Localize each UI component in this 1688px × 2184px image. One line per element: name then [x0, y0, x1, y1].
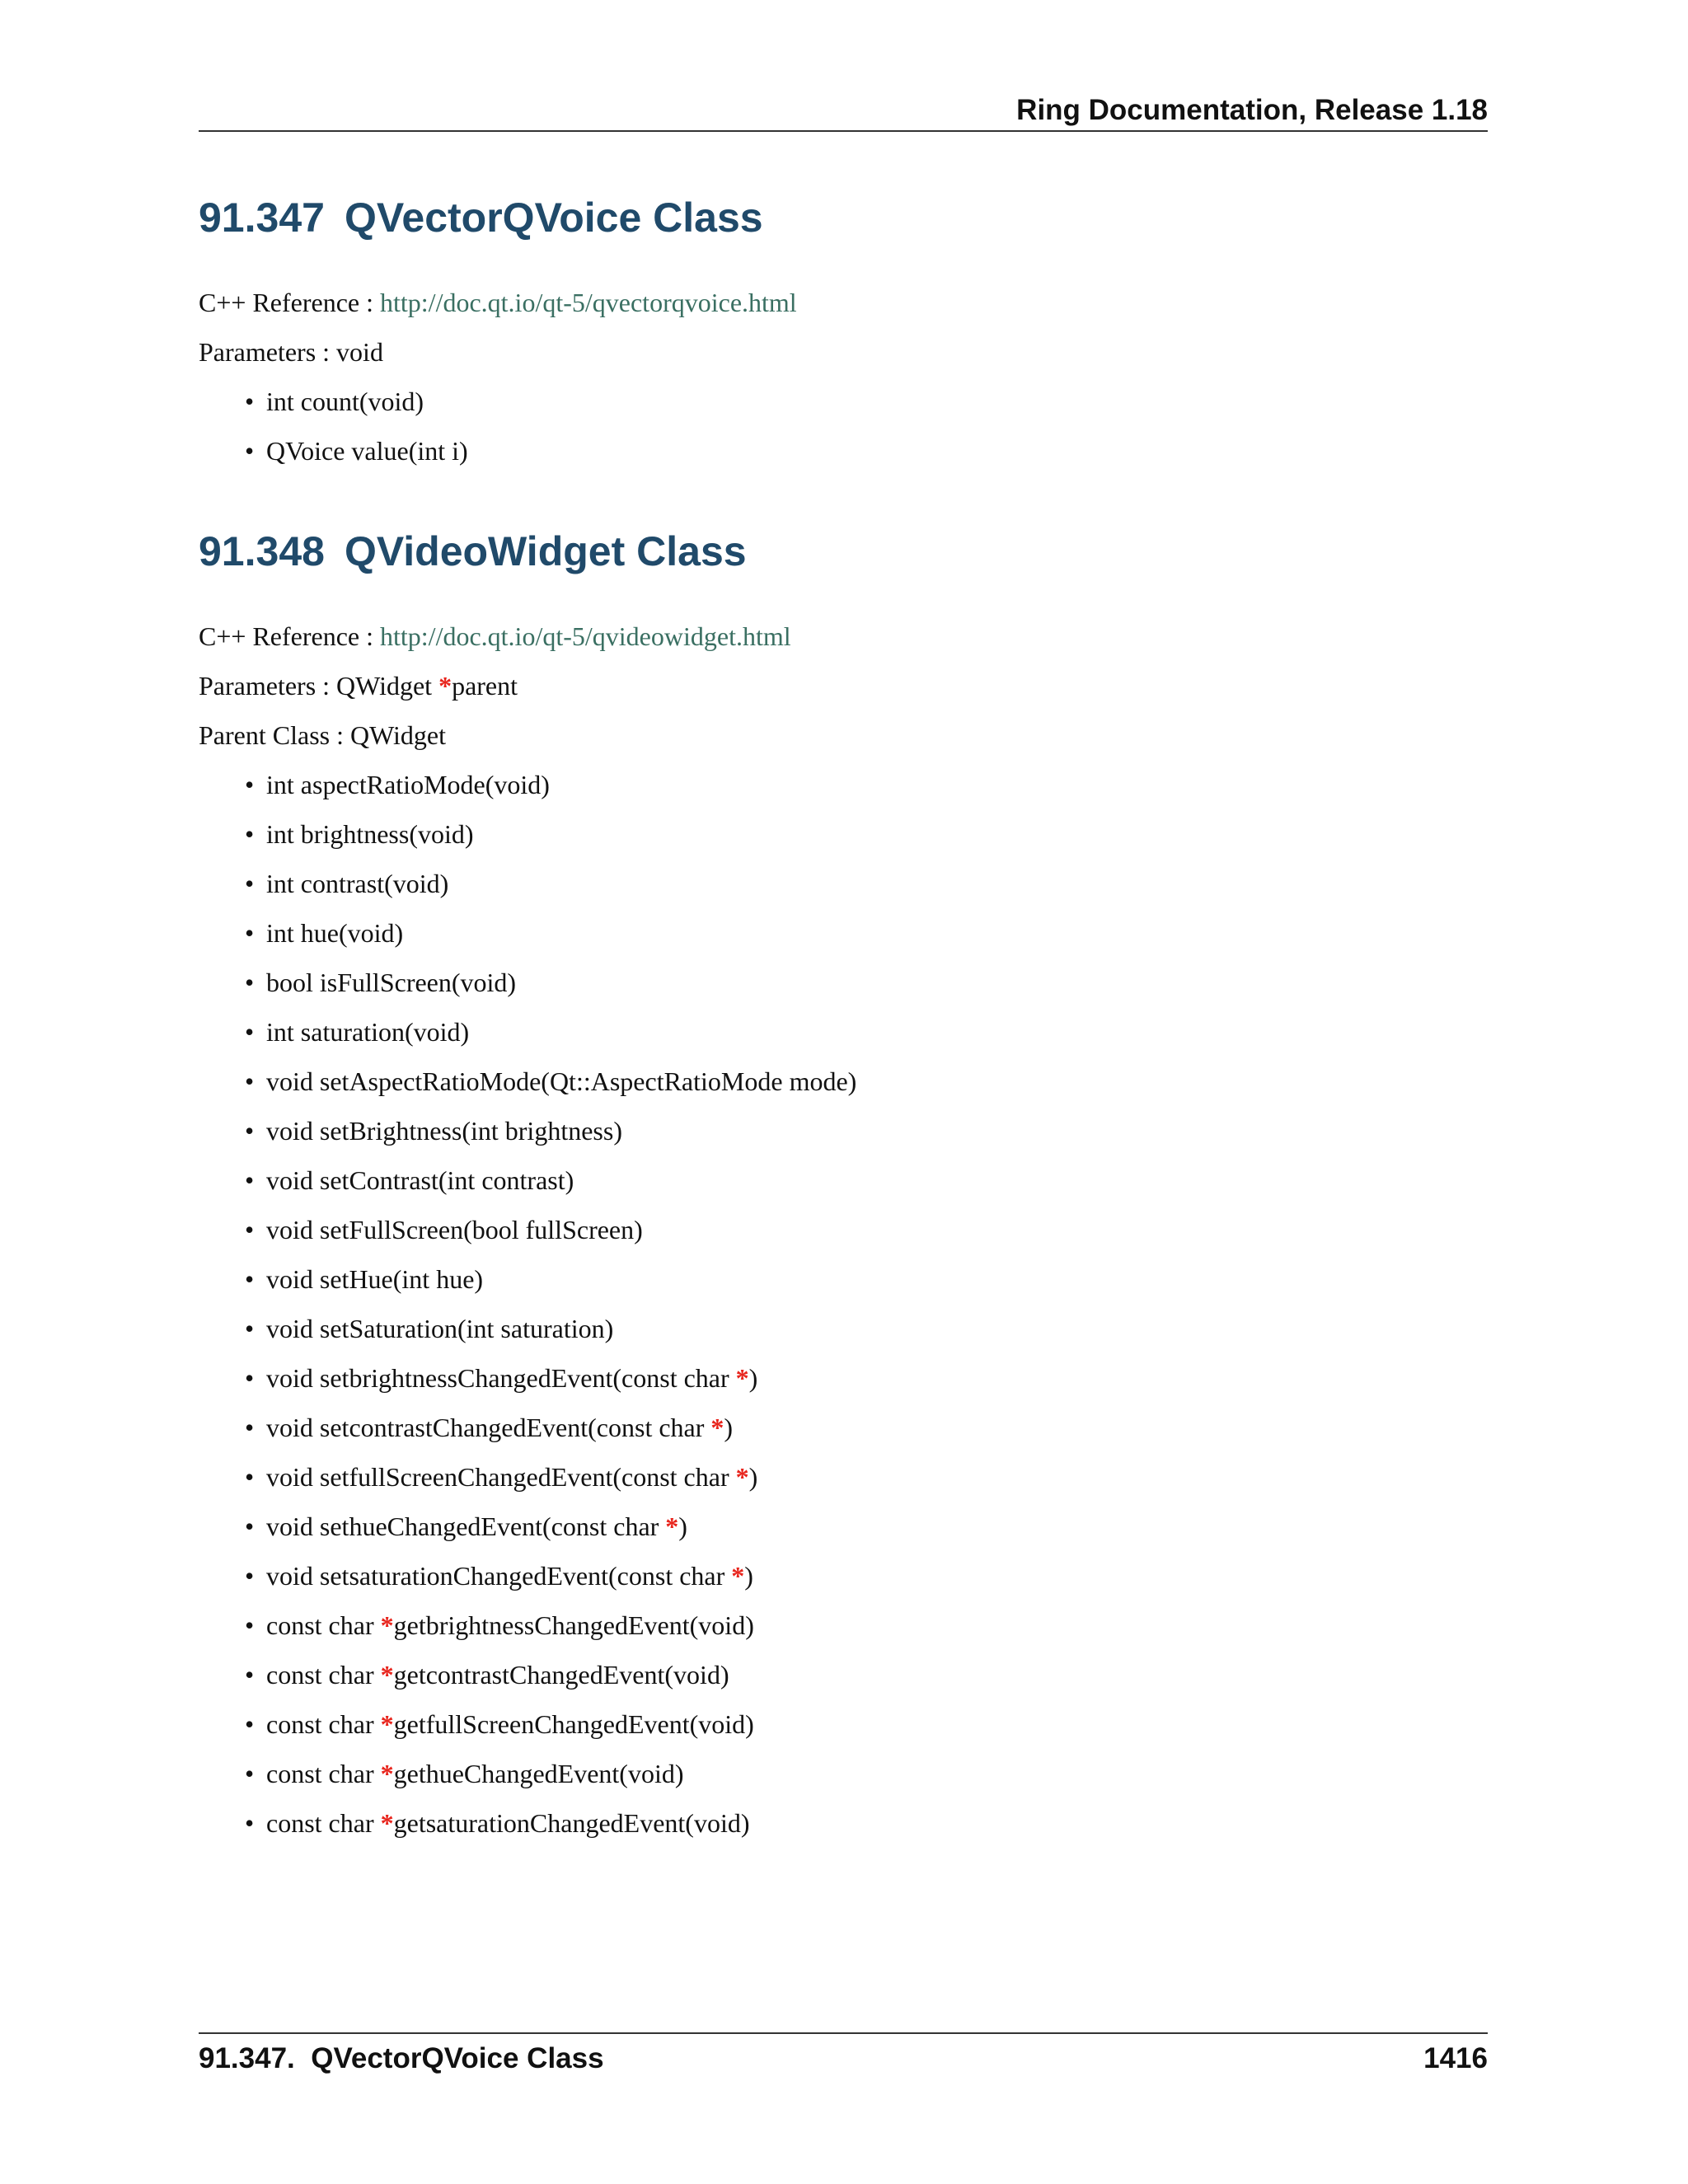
method-signature: QVoice value(int i): [266, 436, 468, 466]
section-heading: QVectorQVoice Class: [344, 194, 763, 241]
method-signature: void setSaturation(int saturation): [266, 1314, 614, 1343]
method-item: [199, 1263, 856, 1312]
bullet-icon: •: [245, 1314, 255, 1343]
bullet-icon: •: [245, 819, 255, 849]
section-heading: QVideoWidget Class: [344, 528, 747, 574]
method-item: [199, 1114, 856, 1164]
asterisk: *: [710, 1413, 724, 1442]
parameters: [199, 669, 518, 702]
method-signature: const char *getsaturationChangedEvent(void): [266, 1808, 750, 1838]
method-item: [199, 1213, 856, 1263]
method-list: [199, 385, 468, 484]
cpp-reference-label: C++ Reference :: [199, 621, 373, 651]
asterisk: *: [380, 1759, 394, 1788]
parent-class: [199, 719, 446, 752]
bullet-icon: •: [245, 1363, 255, 1393]
bullet-icon: •: [245, 1511, 255, 1541]
bullet-icon: •: [245, 1709, 255, 1739]
method-signature: int contrast(void): [266, 869, 449, 898]
method-item: [199, 1361, 856, 1411]
bullet-icon: •: [245, 1215, 255, 1244]
asterisk: *: [380, 1808, 394, 1838]
bullet-icon: •: [245, 1561, 255, 1591]
bullet-icon: •: [245, 968, 255, 997]
asterisk: *: [438, 671, 452, 701]
bullet-icon: •: [245, 869, 255, 898]
method-item: [199, 818, 856, 867]
method-signature: const char *getfullScreenChangedEvent(void): [266, 1709, 754, 1739]
method-item: [199, 1658, 856, 1708]
footer-rule: [199, 2032, 1488, 2034]
bullet-icon: •: [245, 436, 255, 466]
method-signature: const char *gethueChangedEvent(void): [266, 1759, 684, 1788]
parameters-label: Parameters :: [199, 337, 331, 367]
section-qvideowidget: [199, 525, 1488, 578]
asterisk: *: [665, 1511, 679, 1541]
bullet-icon: •: [245, 1808, 255, 1838]
page-number: 1416: [1423, 2042, 1488, 2074]
method-item: [199, 434, 468, 484]
cpp-reference-label: C++ Reference :: [199, 288, 373, 317]
header-rule: [199, 130, 1488, 132]
bullet-icon: •: [245, 1066, 255, 1096]
parameters-value: QWidget *parent: [336, 671, 518, 701]
method-signature: void setAspectRatioMode(Qt::AspectRatioMode mode): [266, 1066, 857, 1096]
bullet-icon: •: [245, 918, 255, 948]
method-item: [199, 768, 856, 818]
asterisk: *: [735, 1363, 749, 1393]
method-item: [199, 1460, 856, 1510]
bullet-icon: •: [245, 1017, 255, 1047]
method-item: [199, 916, 856, 966]
method-signature: void sethueChangedEvent(const char *): [266, 1511, 687, 1541]
asterisk: *: [731, 1561, 745, 1591]
method-item: [199, 1015, 856, 1065]
bullet-icon: •: [245, 1610, 255, 1640]
section-title: [199, 525, 1488, 578]
asterisk: *: [380, 1660, 394, 1690]
method-signature: void setbrightnessChangedEvent(const char *): [266, 1363, 758, 1393]
method-signature: void setContrast(int contrast): [266, 1165, 574, 1195]
parameters-label: Parameters :: [199, 671, 331, 701]
method-item: [199, 1510, 856, 1559]
bullet-icon: •: [245, 1116, 255, 1146]
method-signature: void setFullScreen(bool fullScreen): [266, 1215, 643, 1244]
method-item: [199, 1411, 856, 1460]
method-list: [199, 768, 856, 1856]
method-signature: const char *getbrightnessChangedEvent(void): [266, 1610, 754, 1640]
parameters: [199, 335, 383, 368]
cpp-reference-link[interactable]: http://doc.qt.io/qt-5/qvectorqvoice.html: [380, 288, 797, 317]
parent-class-label: Parent Class :: [199, 720, 344, 750]
parameters-value: void: [336, 337, 383, 367]
bullet-icon: •: [245, 770, 255, 799]
method-signature: void setsaturationChangedEvent(const char *): [266, 1561, 753, 1591]
bullet-icon: •: [245, 387, 255, 416]
document-page: [199, 0, 1488, 2184]
method-item: [199, 1559, 856, 1609]
bullet-icon: •: [245, 1660, 255, 1690]
cpp-reference: [199, 286, 797, 319]
section-qvectorqvoice: [199, 191, 1488, 244]
method-signature: int hue(void): [266, 918, 404, 948]
method-item: [199, 1609, 856, 1658]
section-number: 91.348: [199, 528, 325, 574]
method-signature: int brightness(void): [266, 819, 474, 849]
method-item: [199, 1807, 856, 1856]
method-signature: void setBrightness(int brightness): [266, 1116, 622, 1146]
method-signature: int saturation(void): [266, 1017, 470, 1047]
method-item: [199, 1065, 856, 1114]
method-signature: void setcontrastChangedEvent(const char *): [266, 1413, 734, 1442]
method-signature: int count(void): [266, 387, 424, 416]
asterisk: *: [735, 1462, 749, 1492]
method-signature: int aspectRatioMode(void): [266, 770, 550, 799]
method-item: [199, 867, 856, 916]
method-item: [199, 966, 856, 1015]
bullet-icon: •: [245, 1165, 255, 1195]
asterisk: *: [380, 1610, 394, 1640]
method-signature: const char *getcontrastChangedEvent(void): [266, 1660, 729, 1690]
cpp-reference-link[interactable]: http://doc.qt.io/qt-5/qvideowidget.html: [380, 621, 791, 651]
bullet-icon: •: [245, 1759, 255, 1788]
running-header: Ring Documentation, Release 1.18: [1016, 94, 1488, 126]
section-title: [199, 191, 1488, 244]
bullet-icon: •: [245, 1462, 255, 1492]
method-signature: bool isFullScreen(void): [266, 968, 517, 997]
method-item: [199, 1708, 856, 1757]
method-item: [199, 1164, 856, 1213]
bullet-icon: •: [245, 1264, 255, 1294]
method-signature: void setHue(int hue): [266, 1264, 484, 1294]
section-number: 91.347: [199, 194, 325, 241]
method-signature: void setfullScreenChangedEvent(const char *): [266, 1462, 758, 1492]
method-item: [199, 385, 468, 434]
cpp-reference: [199, 620, 791, 653]
asterisk: *: [380, 1709, 394, 1739]
parent-class-value: QWidget: [349, 720, 446, 750]
method-item: [199, 1312, 856, 1361]
bullet-icon: •: [245, 1413, 255, 1442]
footer-section: 91.347. QVectorQVoice Class: [199, 2042, 604, 2074]
method-item: [199, 1757, 856, 1807]
